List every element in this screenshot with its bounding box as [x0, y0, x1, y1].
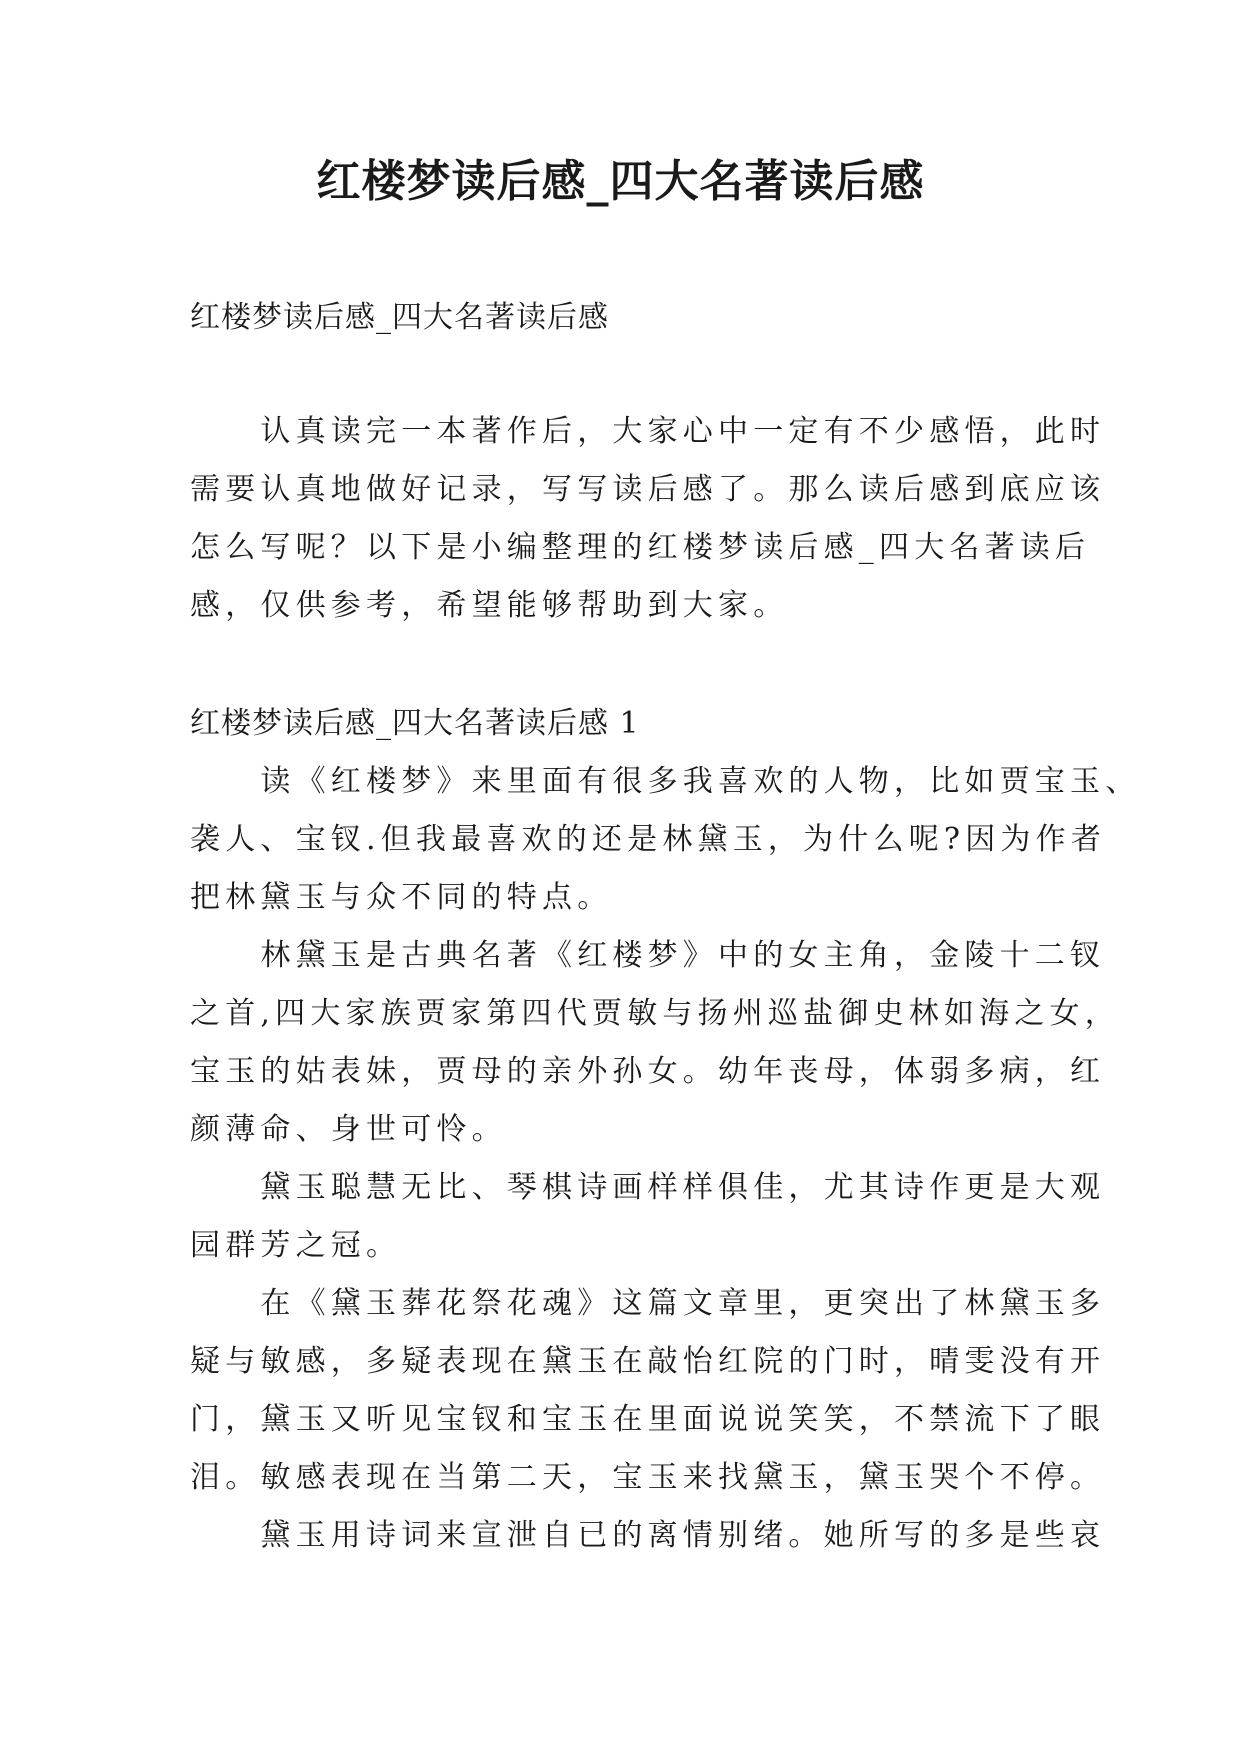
body-line: 疑与敏感，多疑表现在黛玉在敲怡红院的门时，晴雯没有开: [190, 1344, 1106, 1379]
document-title: 红楼梦读后感_四大名著读后感: [316, 156, 925, 207]
document-subtitle: 红楼梦读后感_四大名著读后感: [190, 300, 609, 335]
body-line: 读《红楼梦》来里面有很多我喜欢的人物，比如贾宝玉、: [190, 764, 1141, 799]
intro-line: 感，仅供参考，希望能够帮助到大家。: [190, 588, 789, 623]
body-line: 园群芳之冠。: [190, 1228, 402, 1263]
intro-line: 怎么写呢？以下是小编整理的红楼梦读后感_四大名著读后: [190, 530, 1091, 565]
body-line: 之首,四大家族贾家第四代贾敏与扬州巡盐御史林如海之女，: [190, 996, 1120, 1031]
body-line: 林黛玉是古典名著《红楼梦》中的女主角，金陵十二钗: [190, 938, 1106, 973]
intro-line: 需要认真地做好记录，写写读后感了。那么读后感到底应该: [190, 472, 1106, 507]
body-line: 黛玉用诗词来宣泄自已的离情别绪。她所写的多是些哀: [190, 1518, 1106, 1553]
body-line: 袭人、宝钗.但我最喜欢的还是林黛玉，为什么呢?因为作者: [190, 822, 1107, 857]
body-line: 在《黛玉葬花祭花魂》这篇文章里，更突出了林黛玉多: [190, 1286, 1106, 1321]
body-line: 泪。敏感表现在当第二天，宝玉来找黛玉，黛玉哭个不停。: [190, 1460, 1106, 1495]
intro-line: 认真读完一本著作后，大家心中一定有不少感悟，此时: [190, 414, 1106, 449]
body-line: 黛玉聪慧无比、琴棋诗画样样俱佳，尤其诗作更是大观: [190, 1170, 1106, 1205]
section-heading: 红楼梦读后感_四大名著读后感 1: [190, 706, 640, 741]
body-line: 把林黛玉与众不同的特点。: [190, 880, 613, 915]
body-line: 宝玉的姑表妹，贾母的亲外孙女。幼年丧母，体弱多病，红: [190, 1054, 1106, 1089]
body-line: 门，黛玉又听见宝钗和宝玉在里面说说笑笑，不禁流下了眼: [190, 1402, 1106, 1437]
body-line: 颜薄命、身世可怜。: [190, 1112, 507, 1147]
